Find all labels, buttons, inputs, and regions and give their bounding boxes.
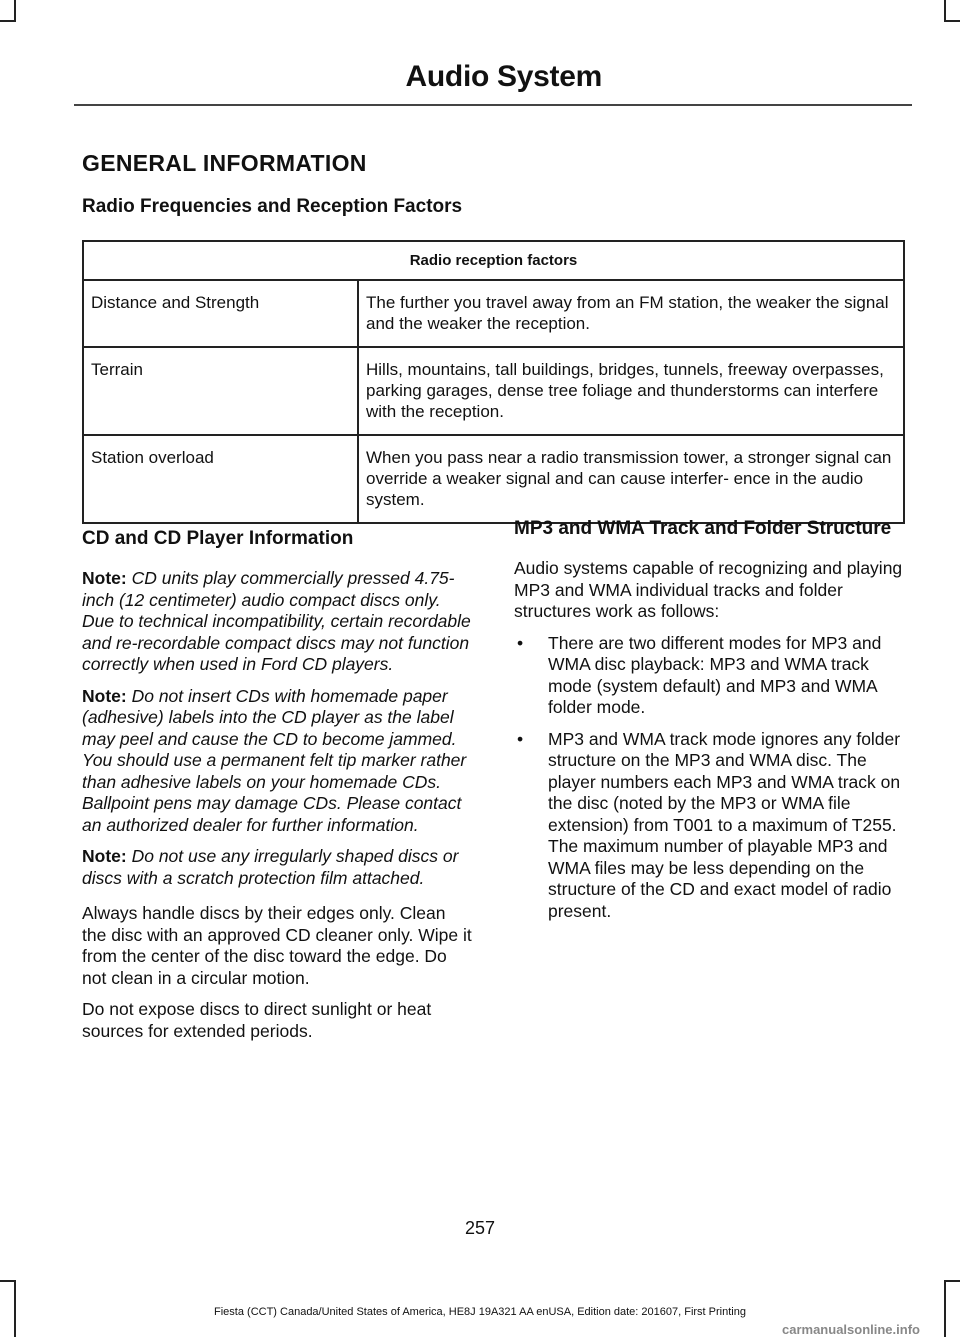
watermark: carmanualsonline.info — [782, 1322, 920, 1337]
crop-mark-top-left-v — [14, 0, 16, 22]
note — [82, 846, 474, 889]
paragraph: Do not expose discs to direct sunlight or heat sources for extended periods. — [82, 999, 432, 1041]
crop-mark-bottom-left-h — [0, 1280, 16, 1282]
factor-cell: Terrain — [83, 347, 358, 435]
table-row — [83, 435, 904, 523]
note — [82, 568, 474, 676]
bullet-list — [514, 633, 908, 923]
list-item — [514, 633, 908, 719]
table-header-row — [83, 241, 904, 280]
crop-mark-bottom-right-h — [944, 1280, 960, 1282]
header-rule — [74, 104, 912, 106]
factor-cell: Station overload — [83, 435, 358, 523]
right-column — [514, 518, 908, 932]
paragraph: Audio systems capable of recognizing and playing MP3 and WMA individual tracks and folder structures work as follows: — [514, 558, 903, 621]
crop-mark-top-right-h — [944, 20, 960, 22]
description-cell: When you pass near a radio transmission tower, a stronger signal can override a weaker signal and can cause interfer- ence in the audio system. — [358, 435, 904, 523]
list-item-text: MP3 and WMA track mode ignores any folder structure on the MP3 and WMA disc. The player numbers each MP3 and WMA track on the disc (noted by the MP3 or WMA file extension) from T001 to a maximum of T255. The maximum number of playable MP3 and WMA files may be less depending on the structure of the CD and exact model of radio present. — [548, 728, 901, 921]
page-number: 257 — [464, 1218, 496, 1238]
note-label: Note: — [82, 568, 127, 588]
footer-text: Fiesta (CCT) Canada/United States of America, HE8J 19A321 AA enUSA, Edition date: 201607, First Printing — [214, 1306, 746, 1318]
note — [82, 686, 474, 837]
list-item-text: There are two different modes for MP3 and WMA disc playback: MP3 and WMA track mode (system default) and MP3 and WMA folder mode. — [548, 632, 882, 717]
paragraph: Always handle discs by their edges only. Clean the disc with an approved CD cleaner only. Wipe it from the center of the disc toward the edge. Do not clean in a circular motion. — [82, 903, 472, 988]
factor-cell: Distance and Strength — [83, 280, 358, 347]
crop-mark-top-right-v — [944, 0, 946, 22]
page-header-title: Audio System — [405, 60, 602, 93]
left-column — [82, 528, 474, 1052]
note-text: CD units play commercially pressed 4.75-inch (12 centimeter) audio compact discs only. Due to technical incompatibility, certain recordable and re-recordable compact discs may not function correctly when used in Ford CD players. — [82, 568, 471, 674]
description-cell: The further you travel away from an FM station, the weaker the signal and the weaker the reception. — [358, 280, 904, 347]
description-cell: Hills, mountains, tall buildings, bridges, tunnels, freeway overpasses, parking garages, dense tree foliage and thunderstorms can interfere with the reception. — [358, 347, 904, 435]
mp3-section-title: MP3 and WMA Track and Folder Structure — [514, 518, 892, 539]
crop-mark-top-left-h — [0, 20, 16, 22]
note-text: Do not use any irregularly shaped discs or discs with a scratch protection film attached. — [82, 846, 459, 888]
bullet-icon: • — [517, 728, 524, 749]
cd-section-title: CD and CD Player Information — [82, 528, 354, 549]
subsection-title: Radio Frequencies and Reception Factors — [82, 196, 463, 217]
table-caption: Radio reception factors — [83, 241, 904, 280]
note-text: Do not insert CDs with homemade paper (adhesive) labels into the CD player as the label may peel and cause the CD to become jammed. You should use a permanent felt tip marker rather than adhesive labels on your homemade CDs. Ballpoint pens may damage CDs. Please contact an authorized dealer for further information. — [82, 685, 467, 835]
bullet-icon: • — [517, 632, 524, 653]
table-row — [83, 280, 904, 347]
note-label: Note: — [82, 846, 127, 866]
table-row — [83, 347, 904, 435]
section-title: GENERAL INFORMATION — [82, 150, 367, 176]
list-item — [514, 729, 908, 923]
note-label: Note: — [82, 685, 127, 706]
reception-factors-table — [82, 240, 905, 524]
